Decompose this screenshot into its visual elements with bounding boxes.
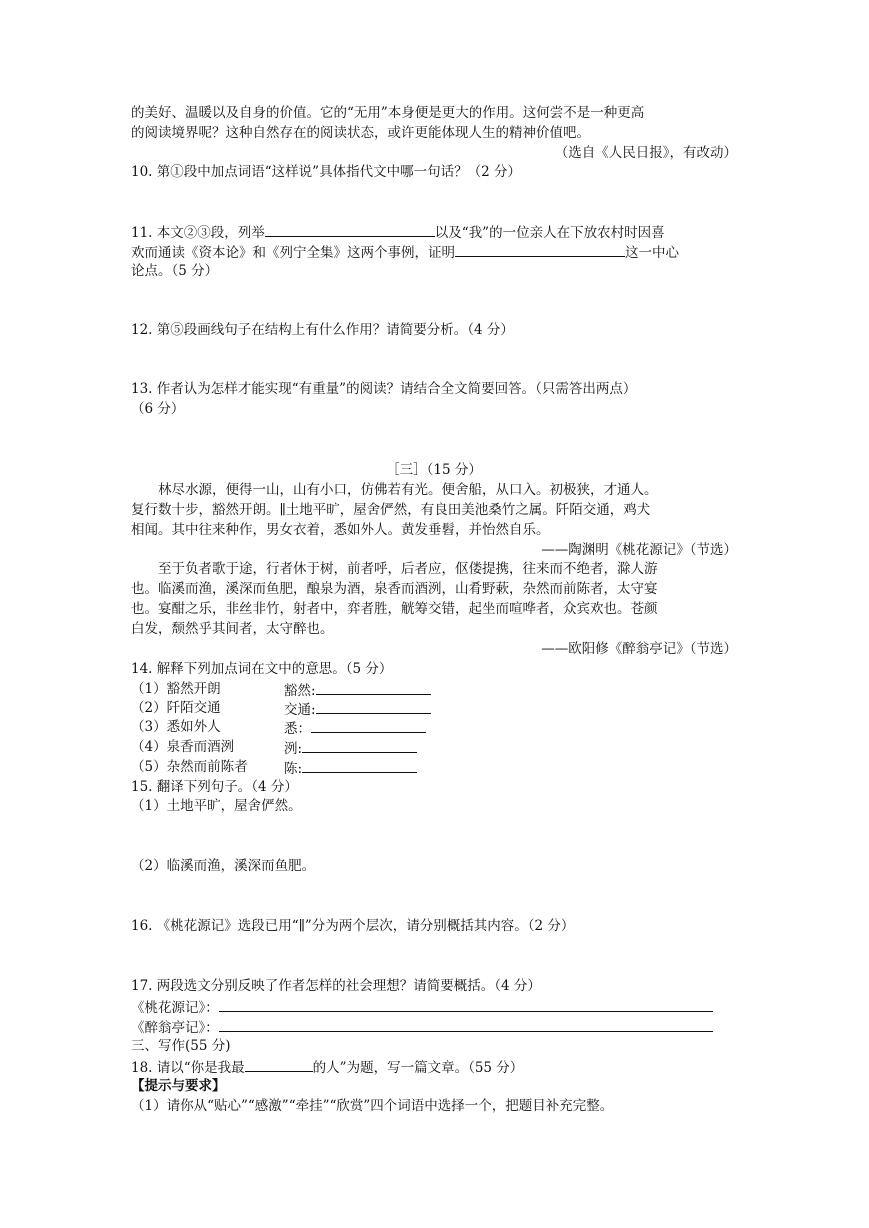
question-14: 14. 解释下列加点词在文中的意思。（5 分） [131, 661, 393, 677]
question-11-line-2 [131, 242, 679, 264]
intro-line-2: 的阅读境界呢？这种自然存在的阅读状态，或许更能体现人生的精神价值吧。 [131, 125, 590, 141]
q14-phrase: （1）豁然开朗 [131, 681, 221, 697]
q14-phrase: （2）阡陌交通 [131, 700, 221, 716]
q15-sentence-2: （2）临溪而渔，溪深而鱼肥。 [131, 858, 316, 874]
q18-title-blank[interactable] [245, 1057, 313, 1072]
question-15: 15. 翻译下列句子。（4 分） [131, 779, 298, 795]
q14-item-1 [131, 680, 221, 700]
q17-label-1: 《桃花源记》： [131, 1000, 219, 1016]
q14-word: 交通: [284, 702, 316, 718]
passage2-line-1: 至于负者歌于途，行者休于树，前者呼，后者应，伛偻提携，往来而不绝者，滁人游 [158, 561, 658, 577]
question-13-line-1: 13. 作者认为怎样才能实现“有重量”的阅读？请结合全文简要回答。（只需答出两点） [131, 381, 637, 397]
q14-phrase: （3）悉如外人 [131, 719, 221, 735]
section-3-heading: ［三］（15 分） [386, 462, 482, 478]
passage1-line-1: 林尽水源，便得一山，山有小口，仿佛若有光。便舍船，从口入。初极狭，才通人。 [158, 482, 658, 498]
question-18 [131, 1057, 523, 1079]
q17-answer-1 [131, 997, 713, 1019]
question-10: 10. 第①段中加点词语“这样说”具体指代文中哪一句话？（2 分） [131, 164, 521, 180]
passage2-line-4: 白发，颓然乎其间者，太守醉也。 [131, 621, 334, 637]
q18-text-a: 18. 请以“你是我最 [131, 1060, 245, 1076]
q11-answer-blank-2[interactable] [455, 242, 625, 257]
writing-requirement-1: （1）请你从“贴心”“感激”“牵挂”“欣赏”四个词语中选择一个，把题目补充完整。 [131, 1098, 614, 1114]
q14-word: 豁然: [284, 683, 316, 699]
q17-answer-blank-1[interactable] [219, 997, 713, 1012]
q14-item-5 [131, 758, 248, 778]
q17-answer-2 [131, 1017, 713, 1039]
q14-answer-blank[interactable] [302, 758, 417, 773]
question-11-line-3: 论点。（5 分） [131, 263, 219, 279]
q14-word: 陈: [284, 761, 303, 777]
q14-answer-blank[interactable] [316, 699, 431, 714]
q17-label-2: 《醉翁亭记》： [131, 1020, 219, 1036]
q14-item-4 [131, 738, 234, 758]
writing-heading: 三、写作(55 分) [131, 1038, 231, 1054]
q18-text-b: 的人”为题，写一篇文章。（55 分） [312, 1060, 524, 1076]
passage2-source: ——欧阳修《醉翁亭记》（节选） [541, 641, 737, 657]
q14-item-4-answer [284, 738, 417, 760]
q14-word: 洌: [284, 741, 303, 757]
passage1-source: ——陶渊明《桃花源记》（节选） [541, 542, 737, 558]
q14-answer-blank[interactable] [302, 738, 417, 753]
writing-hint-heading: 【提示与要求】 [131, 1078, 226, 1094]
q15-sentence-1: （1）土地平旷，屋舍俨然。 [131, 798, 302, 814]
question-13-line-2: （6 分） [131, 401, 185, 417]
q14-answer-blank[interactable] [311, 718, 426, 733]
q14-item-3 [131, 718, 221, 738]
question-16: 16. 《桃花源记》选段已用“∥”分为两个层次，请分别概括其内容。（2 分） [131, 918, 575, 934]
passage1-line-3: 相闻。其中往来种作，男女衣着，悉如外人。黄发垂髫，并怡然自乐。 [131, 522, 550, 538]
q17-answer-blank-2[interactable] [219, 1017, 713, 1032]
intro-source: （选自《人民日报》，有改动） [554, 145, 737, 161]
passage2-line-2: 也。临溪而渔，溪深而鱼肥，酿泉为酒，泉香而酒洌，山肴野蔌，杂然而前陈者，太守宴 [131, 581, 658, 597]
question-17: 17. 两段选文分别反映了作者怎样的社会理想？请简要概括。（4 分） [131, 978, 541, 994]
q11-text-b: 以及“我”的一位亲人在下放农村时因喜 [434, 225, 665, 241]
q14-answer-blank[interactable] [316, 680, 431, 695]
q14-phrase: （4）泉香而酒洌 [131, 739, 235, 755]
q11-answer-blank-1[interactable] [265, 222, 435, 237]
q11-text-c: 欢而通读《资本论》和《列宁全集》这两个事例，证明 [131, 245, 455, 261]
question-11-line-1 [131, 222, 665, 244]
passage1-line-2: 复行数十步，豁然开朗。∥土地平旷，屋舍俨然，有良田美池桑竹之属。阡陌交通，鸡犬 [131, 502, 651, 518]
q14-item-2 [131, 699, 221, 719]
q14-phrase: （5）杂然而前陈者 [131, 759, 248, 775]
q14-item-5-answer [284, 758, 417, 780]
passage2-line-3: 也。宴酣之乐，非丝非竹，射者中，弈者胜，觥筹交错，起坐而喧哗者，众宾欢也。苍颜 [131, 601, 658, 617]
q11-text-a: 11. 本文②③段，列举 [131, 225, 265, 241]
q14-word: 悉： [284, 721, 311, 737]
q11-text-d: 这一中心 [625, 245, 679, 261]
q14-item-3-answer [284, 718, 426, 740]
intro-line-1: 的美好、温暖以及自身的价值。它的“无用”本身便是更大的作用。这何尝不是一种更高 [131, 105, 645, 121]
question-12: 12. 第⑤段画线句子在结构上有什么作用？请简要分析。（4 分） [131, 322, 514, 338]
